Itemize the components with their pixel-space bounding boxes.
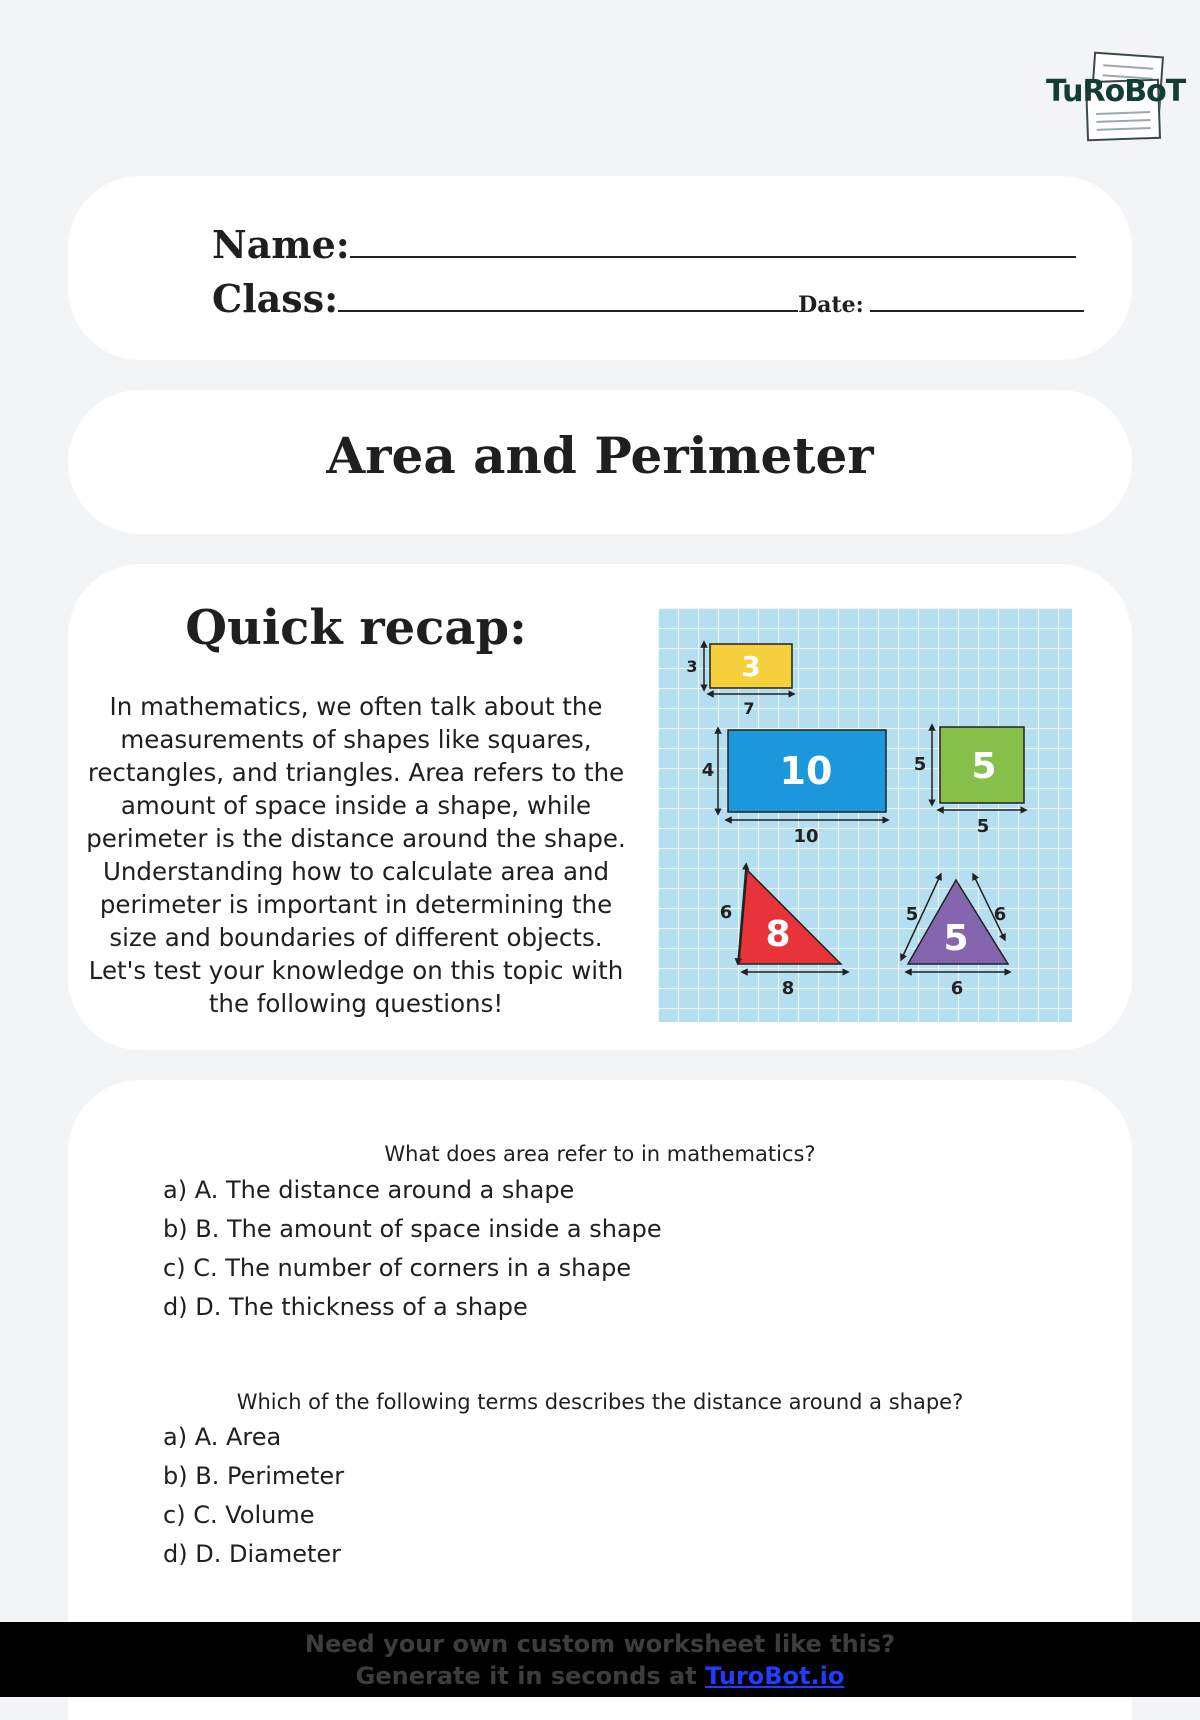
small-rect-height: 3	[686, 657, 698, 676]
square-area: 5	[971, 746, 997, 787]
square-height: 5	[913, 754, 927, 775]
purple-triangle-area: 5	[943, 918, 969, 959]
student-info-card	[68, 176, 1132, 360]
footer-line-1: Need your own custom worksheet like this?	[304, 1630, 896, 1658]
question-2-option-b[interactable]: b) B. Perimeter	[163, 1462, 345, 1490]
date-label: Date:	[798, 292, 864, 318]
question-1-text: What does area refer to in mathematics?	[384, 1142, 816, 1166]
recap-heading: Quick recap:	[185, 600, 527, 656]
purple-triangle-left-side: 5	[905, 904, 919, 925]
class-row	[212, 276, 1084, 321]
date-field[interactable]	[870, 302, 1084, 312]
square-width: 5	[976, 816, 990, 837]
footer-line-2-text: Generate it in seconds at	[355, 1662, 706, 1690]
class-field[interactable]	[338, 302, 798, 312]
question-1-option-a[interactable]: a) A. The distance around a shape	[163, 1176, 575, 1204]
small-rect-area: 3	[741, 650, 761, 683]
question-2-text: Which of the following terms describes the distance around a shape?	[236, 1390, 964, 1414]
turobot-link[interactable]: TuroBot.io	[705, 1662, 845, 1690]
shapes-illustration	[658, 608, 1072, 1022]
class-label: Class:	[212, 276, 339, 321]
red-triangle-base: 8	[781, 978, 795, 999]
purple-triangle-base: 6	[950, 978, 964, 999]
footer-line-2	[0, 1660, 1200, 1692]
big-rect-height: 4	[701, 760, 715, 781]
big-rect-area: 10	[779, 749, 833, 793]
question-2-option-c[interactable]: c) C. Volume	[163, 1501, 315, 1529]
promo-footer	[0, 1622, 1200, 1697]
question-2-option-a[interactable]: a) A. Area	[163, 1423, 282, 1451]
small-rect-width: 7	[743, 699, 755, 718]
question-1-option-c[interactable]: c) C. The number of corners in a shape	[163, 1254, 632, 1282]
question-1-option-d[interactable]: d) D. The thickness of a shape	[163, 1293, 528, 1321]
turobot-logo	[1046, 54, 1186, 138]
name-field[interactable]	[350, 248, 1076, 258]
name-row	[212, 222, 1076, 267]
big-rect-width: 10	[793, 826, 819, 847]
red-triangle-side: 6	[719, 902, 733, 923]
worksheet-title: Area and Perimeter	[326, 426, 874, 485]
name-label: Name:	[212, 222, 350, 267]
recap-body: In mathematics, we often talk about the measurements of shapes like squares, rectangles, and triangles. Area refers to the amount of space inside a shape, while perimeter is the distance around the shape. Understanding how to calculate area and perimeter is important in determining the size and boundaries of different objects. Let's test your knowledge on this topic with the following questions!	[86, 692, 626, 1018]
purple-triangle-right-side: 6	[993, 904, 1007, 925]
red-triangle-area: 8	[765, 914, 791, 955]
question-1-option-b[interactable]: b) B. The amount of space inside a shape	[163, 1215, 662, 1243]
question-2-option-d[interactable]: d) D. Diameter	[163, 1540, 342, 1568]
logo-wordmark: TuRoBoT	[1046, 74, 1186, 109]
